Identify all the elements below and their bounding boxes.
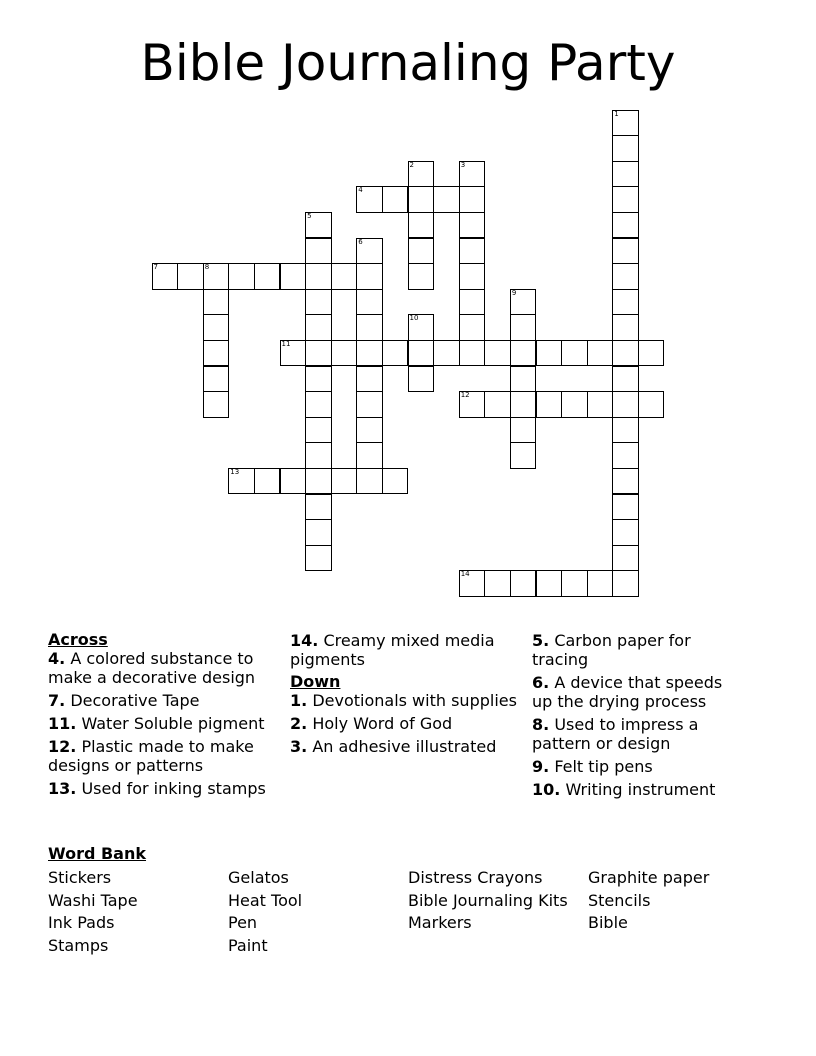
grid-cell[interactable] [356, 186, 383, 213]
grid-cell[interactable] [228, 263, 255, 290]
clue-across-12: 12. Plastic made to make designs or patterns [48, 737, 254, 775]
clue-number: 2 [409, 160, 414, 169]
word-bank-item: Stencils [588, 890, 651, 910]
clue-number: 9 [511, 288, 517, 297]
word-bank-item: Pen [228, 913, 258, 933]
grid-cell[interactable] [228, 468, 255, 495]
word-bank-heading: Word Bank [48, 844, 147, 863]
word-bank-item: Graphite paper [588, 868, 710, 887]
grid-cell[interactable] [510, 314, 537, 341]
grid-cell[interactable] [280, 340, 307, 367]
clue-down-8: 8. Used to impress a pattern or design [532, 715, 699, 753]
grid-cell[interactable] [408, 340, 435, 367]
grid-cell[interactable] [459, 186, 486, 213]
grid-cell[interactable] [356, 442, 383, 469]
word-bank-item: Stamps [48, 936, 109, 956]
clue-number: 8 [204, 263, 210, 272]
word-bank-item: Gelatos [228, 868, 289, 887]
grid-cell[interactable] [331, 263, 358, 290]
word-bank-column-2 [228, 867, 406, 958]
grid-cell[interactable] [408, 314, 435, 341]
grid-cell[interactable] [433, 186, 460, 213]
clue-down-2: 2. Holy Word of God [290, 714, 453, 733]
clues-column-1 [48, 628, 284, 802]
grid-cell[interactable] [612, 545, 639, 572]
clue-number: 13 [230, 467, 240, 476]
clues-column-2 [290, 631, 526, 760]
word-bank-item: Distress Crayons [408, 868, 543, 887]
grid-cell[interactable] [356, 263, 383, 290]
grid-cell[interactable] [484, 391, 511, 418]
grid-cell[interactable] [612, 135, 639, 162]
grid-cell[interactable] [305, 545, 332, 572]
word-bank-item: Bible Journaling Kits [408, 890, 568, 910]
grid-cell[interactable] [305, 468, 332, 495]
clue-down-10: 10. Writing instrument [532, 780, 716, 799]
grid-cell[interactable] [612, 110, 639, 137]
word-bank-item: Heat Tool [228, 890, 303, 910]
grid-cell[interactable] [356, 366, 383, 393]
grid-cell[interactable] [305, 366, 332, 393]
clue-number: 14 [460, 570, 470, 579]
grid-cell[interactable] [459, 289, 486, 316]
grid-cell[interactable] [356, 314, 383, 341]
word-bank-item: Washi Tape [48, 890, 138, 910]
grid-cell[interactable] [356, 468, 383, 495]
down-heading: Down [290, 672, 341, 691]
grid-cell[interactable] [459, 212, 486, 239]
grid-cell[interactable] [510, 391, 537, 418]
grid-cell[interactable] [612, 468, 639, 495]
grid-cell[interactable] [510, 340, 537, 367]
clues-column-3 [532, 631, 742, 803]
grid-cell[interactable] [356, 289, 383, 316]
page-title: Bible Journaling Party [140, 34, 676, 92]
clue-across-13: 13. Used for inking stamps [48, 779, 266, 798]
grid-cell[interactable] [305, 442, 332, 469]
grid-cell[interactable] [356, 391, 383, 418]
grid-cell[interactable] [612, 391, 639, 418]
grid-cell[interactable] [408, 366, 435, 393]
grid-cell[interactable] [280, 263, 307, 290]
grid-cell[interactable] [612, 161, 639, 188]
word-bank-item: Bible [588, 913, 628, 933]
grid-cell[interactable] [382, 340, 409, 367]
grid-cell[interactable] [305, 340, 332, 367]
clue-across-11: 11. Water Soluble pigment [48, 714, 265, 733]
grid-cell[interactable] [612, 238, 639, 265]
grid-cell[interactable] [484, 570, 511, 597]
grid-cell[interactable] [305, 494, 332, 521]
grid-cell[interactable] [510, 417, 537, 444]
grid-cell[interactable] [305, 238, 332, 265]
grid-cell[interactable] [459, 238, 486, 265]
grid-cell[interactable] [561, 391, 588, 418]
grid-cell[interactable] [561, 340, 588, 367]
grid-cell[interactable] [536, 340, 563, 367]
grid-cell[interactable] [203, 314, 230, 341]
grid-cell[interactable] [510, 570, 537, 597]
word-bank-column-3 [408, 867, 586, 935]
grid-cell[interactable] [612, 494, 639, 521]
grid-cell[interactable] [356, 340, 383, 367]
grid-cell[interactable] [408, 263, 435, 290]
clue-down-5: 5. Carbon paper for tracing [532, 631, 691, 669]
grid-cell[interactable] [459, 340, 486, 367]
grid-cell[interactable] [561, 570, 588, 597]
grid-cell[interactable] [305, 314, 332, 341]
clue-number: 1 [614, 109, 619, 118]
word-bank-column-4 [588, 867, 766, 935]
grid-cell[interactable] [587, 340, 614, 367]
grid-cell[interactable] [510, 289, 537, 316]
clue-number: 11 [281, 339, 291, 348]
clue-down-1: 1. Devotionals with supplies [290, 691, 517, 710]
grid-cell[interactable] [331, 468, 358, 495]
grid-cell[interactable] [459, 391, 486, 418]
grid-cell[interactable] [305, 417, 332, 444]
grid-cell[interactable] [305, 212, 332, 239]
grid-cell[interactable] [459, 161, 486, 188]
grid-cell[interactable] [612, 366, 639, 393]
grid-cell[interactable] [305, 391, 332, 418]
grid-cell[interactable] [612, 442, 639, 469]
grid-cell[interactable] [280, 468, 307, 495]
word-bank-item: Paint [228, 936, 268, 956]
clue-down-3: 3. An adhesive illustrated [290, 737, 497, 756]
grid-cell[interactable] [638, 391, 665, 418]
grid-cell[interactable] [408, 212, 435, 239]
grid-cell[interactable] [254, 468, 281, 495]
clue-down-9: 9. Felt tip pens [532, 757, 653, 776]
grid-cell[interactable] [203, 340, 230, 367]
clue-number: 4 [358, 186, 363, 195]
grid-cell[interactable] [612, 186, 639, 213]
clue-number: 12 [460, 391, 470, 400]
grid-cell[interactable] [638, 340, 665, 367]
grid-cell[interactable] [408, 238, 435, 265]
grid-cell[interactable] [331, 340, 358, 367]
clue-number: 6 [358, 237, 363, 246]
grid-cell[interactable] [177, 263, 204, 290]
grid-cell[interactable] [612, 289, 639, 316]
grid-cell[interactable] [408, 161, 435, 188]
grid-cell[interactable] [612, 212, 639, 239]
grid-cell[interactable] [484, 340, 511, 367]
grid-cell[interactable] [587, 391, 614, 418]
grid-cell[interactable] [612, 263, 639, 290]
clue-number: 10 [409, 314, 419, 323]
grid-cell[interactable] [203, 263, 230, 290]
grid-cell[interactable] [459, 314, 486, 341]
clue-number: 5 [307, 211, 312, 220]
grid-cell[interactable] [612, 519, 639, 546]
clue-number: 3 [460, 160, 466, 169]
grid-cell[interactable] [510, 366, 537, 393]
grid-cell[interactable] [305, 289, 332, 316]
grid-cell[interactable] [408, 186, 435, 213]
grid-cell[interactable] [612, 314, 639, 341]
grid-cell[interactable] [612, 417, 639, 444]
grid-cell[interactable] [382, 468, 409, 495]
grid-cell[interactable] [612, 340, 639, 367]
grid-cell[interactable] [459, 570, 486, 597]
grid-cell[interactable] [587, 570, 614, 597]
grid-cell[interactable] [536, 570, 563, 597]
grid-cell[interactable] [433, 340, 460, 367]
clue-down-6: 6. A device that speeds up the drying process [532, 673, 723, 711]
grid-cell[interactable] [254, 263, 281, 290]
grid-cell[interactable] [305, 263, 332, 290]
clue-across-7: 7. Decorative Tape [48, 691, 200, 710]
word-bank-item: Markers [408, 913, 472, 933]
clue-number: 7 [153, 263, 158, 272]
grid-cell[interactable] [459, 263, 486, 290]
clue-across-4: 4. A colored substance to make a decorative design [48, 649, 256, 687]
grid-cell[interactable] [203, 366, 230, 393]
grid-cell[interactable] [612, 570, 639, 597]
clue-across-14: 14. Creamy mixed media pigments [290, 631, 495, 669]
grid-cell[interactable] [152, 263, 179, 290]
across-heading: Across [48, 630, 108, 649]
word-bank-column-1 [48, 867, 226, 958]
grid-cell[interactable] [536, 391, 563, 418]
grid-cell[interactable] [382, 186, 409, 213]
grid-cell[interactable] [510, 442, 537, 469]
word-bank-item: Stickers [48, 868, 112, 887]
grid-cell[interactable] [203, 391, 230, 418]
grid-cell[interactable] [203, 289, 230, 316]
grid-cell[interactable] [356, 238, 383, 265]
grid-cell[interactable] [356, 417, 383, 444]
grid-cell[interactable] [305, 519, 332, 546]
word-bank-item: Ink Pads [48, 913, 115, 933]
